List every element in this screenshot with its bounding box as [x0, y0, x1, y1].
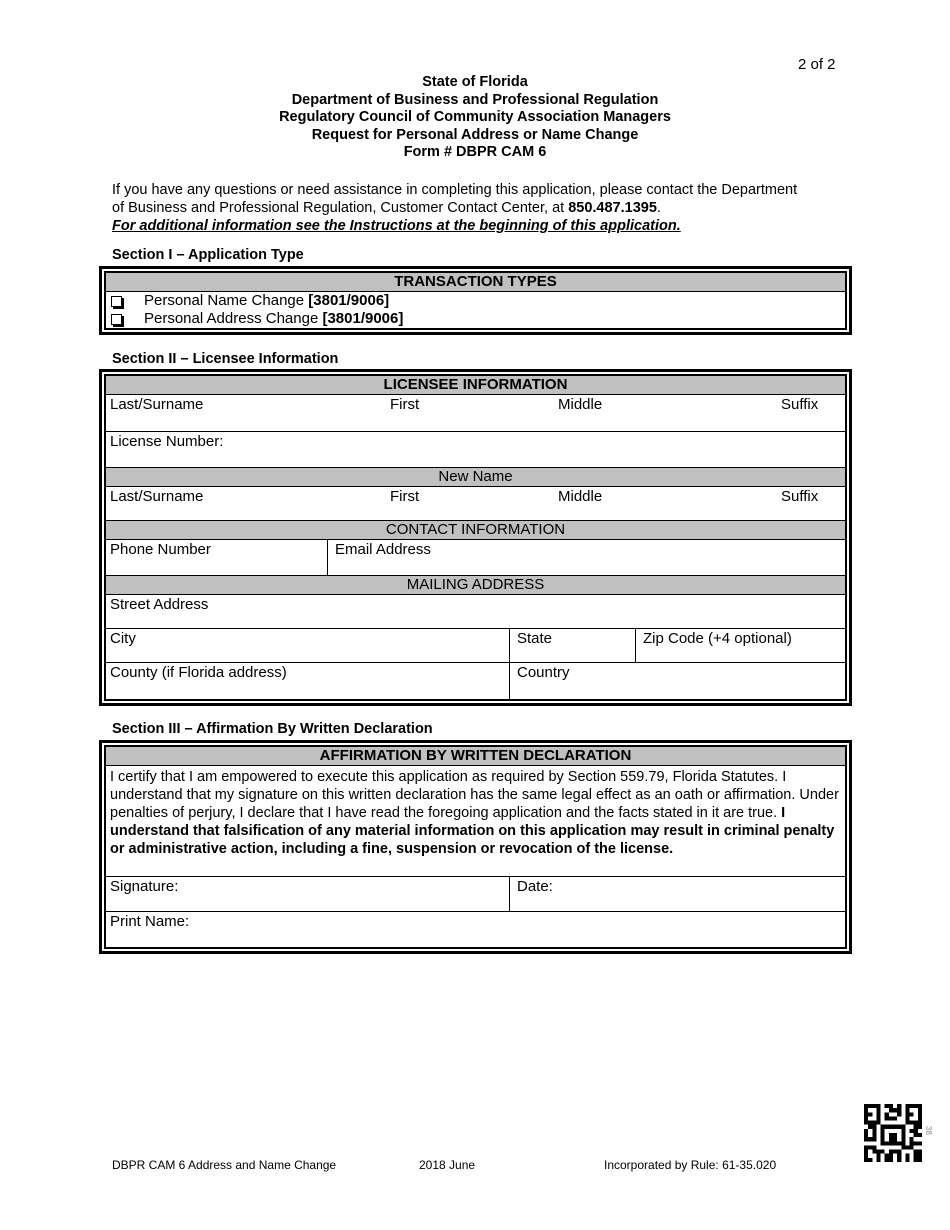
intro-period: . — [656, 200, 661, 216]
header-department: Department of Business and Professional Regulation — [291, 91, 659, 108]
address-change-label: Personal Address Change [3801/9006] — [144, 310, 404, 327]
middle-name-label: Middle — [558, 396, 603, 413]
license-number-label: License Number: — [110, 433, 224, 450]
county-divider — [509, 663, 510, 699]
transaction-types-header: TRANSACTION TYPES — [106, 273, 845, 292]
street-address-label: Street Address — [110, 596, 209, 613]
option-name-change[interactable] — [106, 292, 845, 310]
city-state-zip-row[interactable] — [106, 629, 845, 663]
state-label: State — [517, 630, 553, 647]
barcode-number: 38 — [923, 1126, 933, 1135]
affirmation-header: AFFIRMATION BY WRITTEN DECLARATION — [106, 747, 845, 766]
mailing-address-header: MAILING ADDRESS — [106, 576, 845, 595]
page-number: 2 of 2 — [798, 56, 836, 73]
signature-date-row[interactable] — [106, 877, 845, 912]
section-1-title: Section I – Application Type — [112, 247, 304, 263]
suffix-label: Suffix — [781, 396, 819, 413]
section-3-title: Section III – Affirmation By Written Declaration — [112, 721, 433, 737]
intro-paragraph — [112, 181, 812, 235]
print-name-label: Print Name: — [110, 913, 190, 930]
county-label: County (if Florida address) — [110, 664, 287, 681]
footer-rule: Incorporated by Rule: 61-35.020 — [604, 1158, 777, 1172]
contact-phone: 850.487.1395 — [568, 200, 657, 216]
form-header — [100, 74, 850, 162]
last-name-label: Last/Surname — [110, 396, 204, 413]
state-divider — [635, 629, 636, 662]
option-address-change[interactable] — [106, 310, 845, 328]
signature-label: Signature: — [110, 878, 179, 895]
header-state: State of Florida — [422, 74, 528, 90]
header-form-number: Form # DBPR CAM 6 — [403, 144, 547, 161]
date-label: Date: — [517, 878, 553, 895]
street-address-row[interactable] — [106, 595, 845, 629]
contact-information-header: CONTACT INFORMATION — [106, 521, 845, 540]
section-2-title: Section II – Licensee Information — [112, 351, 339, 367]
city-divider — [509, 629, 510, 662]
address-change-checkbox[interactable] — [111, 314, 122, 325]
transaction-types-box — [99, 266, 852, 335]
print-name-row[interactable] — [106, 912, 845, 947]
affirmation-box — [99, 740, 852, 954]
zip-code-label: Zip Code (+4 optional) — [643, 630, 792, 647]
affirmation-text: I certify that I am empowered to execute this application as required by Section 559.79, Florida Statutes. I understand that my signature on this written declaration has the same legal effect as an oath or affirmation. Under penalties of perjury, I declare that I have read the foregoing application and the facts stated in it are true. — [110, 769, 839, 821]
first-name-label: First — [390, 396, 420, 413]
phone-number-label: Phone Number — [110, 541, 211, 558]
contact-divider — [327, 540, 328, 575]
new-name-row[interactable] — [106, 487, 845, 521]
instructions-note: For additional information see the Instructions at the beginning of this application. — [112, 218, 681, 234]
affirmation-warning: I understand that falsification of any material information on this application may result in criminal penalty or administrative action, including a fine, suspension or revocation of the license. — [110, 805, 835, 857]
licensee-information-header: LICENSEE INFORMATION — [106, 376, 845, 395]
county-country-row[interactable] — [106, 663, 845, 699]
license-number-row[interactable] — [106, 432, 845, 468]
country-label: Country — [517, 664, 570, 681]
footer-form-name: DBPR CAM 6 Address and Name Change — [112, 1158, 337, 1172]
qr-code-icon — [864, 1104, 922, 1162]
header-council: Regulatory Council of Community Association Managers — [279, 109, 671, 126]
city-label: City — [110, 630, 136, 647]
new-suffix-label: Suffix — [781, 488, 819, 505]
intro-text: If you have any questions or need assistance in completing this application, please contact the Department of Business and Professional Regulation, Customer Contact Center, at — [112, 182, 798, 216]
licensee-information-box — [99, 369, 852, 706]
new-last-name-label: Last/Surname — [110, 488, 204, 505]
new-first-name-label: First — [390, 488, 420, 505]
new-name-header: New Name — [106, 468, 845, 487]
current-name-row[interactable] — [106, 395, 845, 432]
affirmation-statement — [106, 766, 845, 877]
new-middle-name-label: Middle — [558, 488, 603, 505]
contact-row[interactable] — [106, 540, 845, 576]
footer-date: 2018 June — [419, 1158, 476, 1172]
header-request-title: Request for Personal Address or Name Change — [311, 126, 639, 143]
name-change-label: Personal Name Change [3801/9006] — [144, 292, 390, 309]
signature-divider — [509, 877, 510, 911]
name-change-checkbox[interactable] — [111, 296, 122, 307]
email-address-label: Email Address — [335, 541, 431, 558]
